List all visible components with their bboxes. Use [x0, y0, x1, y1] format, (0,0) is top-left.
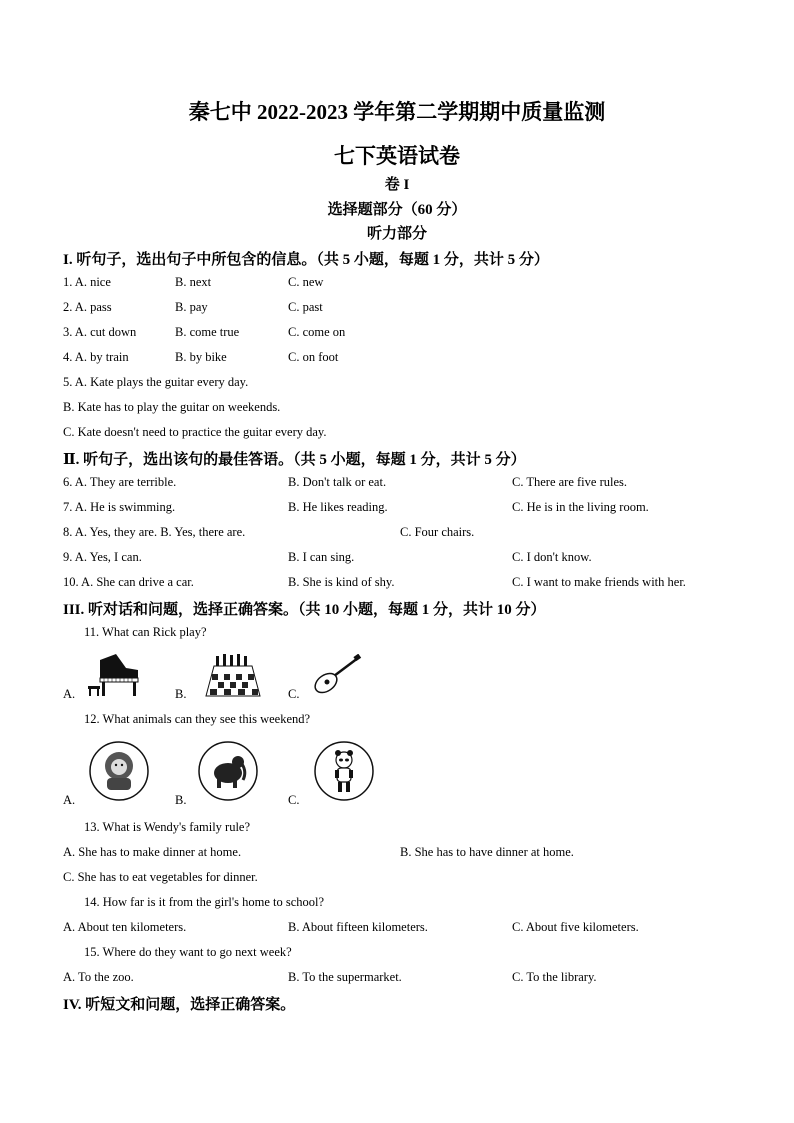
listening-label: 听力部分: [366, 226, 427, 242]
section-4-heading: IV. 听短文和问题，选择正确答案。: [63, 997, 296, 1013]
volume-label: 卷 I: [384, 177, 410, 193]
q8-option-ab: 8. A. Yes, they are. B. Yes, there are.: [63, 525, 246, 539]
q3-option-a: 3. A. cut down: [63, 325, 137, 339]
q8-option-c: C. Four chairs.: [400, 525, 475, 539]
q1-option-b: B. next: [175, 275, 212, 289]
q15-option-a: A. To the zoo.: [63, 970, 134, 984]
q6-option-b: B. Don't talk or eat.: [288, 475, 387, 489]
elephant-icon: [197, 740, 259, 802]
q7-option-c: C. He is in the living room.: [512, 500, 649, 514]
q10-option-a: 10. A. She can drive a car.: [63, 575, 194, 589]
q4-option-b: B. by bike: [175, 350, 227, 364]
q12-question: 12. What animals can they see this weekend?: [84, 712, 311, 726]
q7-option-a: 7. A. He is swimming.: [63, 500, 176, 514]
section-3-heading: III. 听对话和问题，选择正确答案。（共 10 小题，每题 1 分，共计 10 分）: [63, 602, 546, 618]
guitar-icon: [310, 654, 362, 696]
q9-option-c: C. I don't know.: [512, 550, 592, 564]
q11-question: 11. What can Rick play?: [84, 625, 207, 639]
page-title: 秦七中 2022-2023 学年第二学期期中质量监测: [188, 100, 606, 124]
q6-option-a: 6. A. They are terrible.: [63, 475, 177, 489]
q13-question: 13. What is Wendy's family rule?: [84, 820, 251, 834]
q5-option-c: C. Kate doesn't need to practice the guitar every day.: [63, 425, 327, 439]
section-1-heading: I. 听句子，选出句子中所包含的信息。（共 5 小题，每题 1 分，共计 5 分）: [63, 252, 549, 268]
q11-option-a: A.: [63, 687, 76, 701]
q1-option-c: C. new: [288, 275, 324, 289]
q1-option-a: 1. A. nice: [63, 275, 111, 289]
lion-icon: [88, 740, 150, 802]
q4-option-a: 4. A. by train: [63, 350, 129, 364]
panda-icon: [313, 740, 375, 802]
q9-option-b: B. I can sing.: [288, 550, 355, 564]
section-2-heading: Ⅱ. 听句子，选出该句的最佳答语。（共 5 小题，每题 1 分，共计 5 分）: [63, 452, 526, 468]
q2-option-c: C. past: [288, 300, 323, 314]
q10-option-b: B. She is kind of shy.: [288, 575, 395, 589]
q14-option-b: B. About fifteen kilometers.: [288, 920, 428, 934]
q13-option-c: C. She has to eat vegetables for dinner.: [63, 870, 258, 884]
q15-question: 15. Where do they want to go next week?: [84, 945, 292, 959]
part-label: 选择题部分（60 分）: [327, 202, 467, 218]
q13-option-a: A. She has to make dinner at home.: [63, 845, 242, 859]
page-subtitle: 七下英语试卷: [334, 144, 460, 168]
q13-option-b: B. She has to have dinner at home.: [400, 845, 574, 859]
q6-option-c: C. There are five rules.: [512, 475, 627, 489]
q14-question: 14. How far is it from the girl's home to school?: [84, 895, 325, 909]
q4-option-c: C. on foot: [288, 350, 339, 364]
q11-option-c: C.: [288, 687, 300, 701]
q2-option-a: 2. A. pass: [63, 300, 112, 314]
q5-option-b: B. Kate has to play the guitar on weekends.: [63, 400, 281, 414]
q15-option-b: B. To the supermarket.: [288, 970, 402, 984]
q12-option-a: A.: [63, 793, 76, 807]
q9-option-a: 9. A. Yes, I can.: [63, 550, 142, 564]
q14-option-c: C. About five kilometers.: [512, 920, 639, 934]
q15-option-c: C. To the library.: [512, 970, 597, 984]
q3-option-b: B. come true: [175, 325, 240, 339]
piano-icon: [86, 652, 140, 698]
q11-option-b: B.: [175, 687, 187, 701]
q12-option-b: B.: [175, 793, 187, 807]
q7-option-b: B. He likes reading.: [288, 500, 388, 514]
chess-icon: [204, 652, 262, 698]
q5-option-a: 5. A. Kate plays the guitar every day.: [63, 375, 249, 389]
q12-option-c: C.: [288, 793, 300, 807]
q2-option-b: B. pay: [175, 300, 208, 314]
q3-option-c: C. come on: [288, 325, 346, 339]
q10-option-c: C. I want to make friends with her.: [512, 575, 686, 589]
q14-option-a: A. About ten kilometers.: [63, 920, 187, 934]
